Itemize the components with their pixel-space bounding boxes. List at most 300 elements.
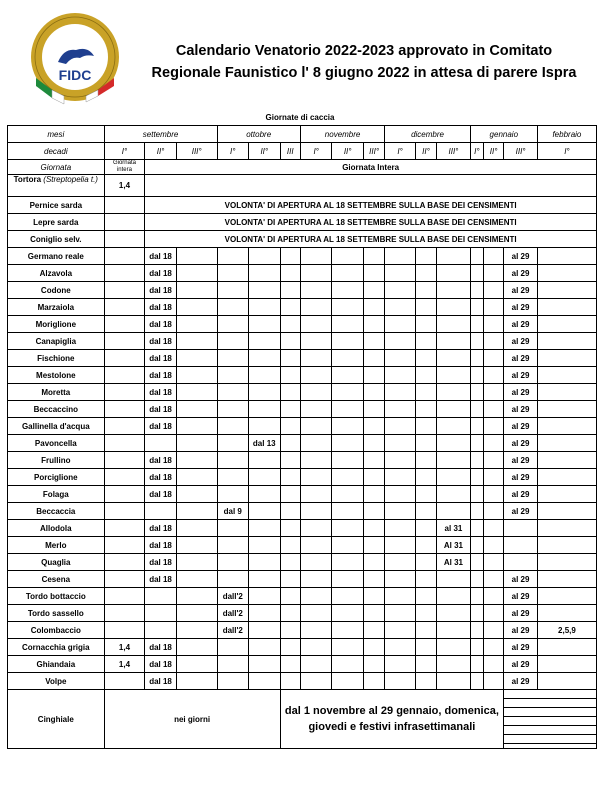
- season-cell: [280, 367, 300, 384]
- season-cell: [504, 537, 538, 554]
- season-cell: [537, 418, 596, 435]
- season-cell: [104, 537, 145, 554]
- season-cell: [332, 503, 364, 520]
- month-january: gennaio: [470, 126, 537, 143]
- season-cell: [145, 503, 177, 520]
- season-cell: [470, 537, 483, 554]
- month-november: novembre: [300, 126, 384, 143]
- season-cell: [363, 350, 384, 367]
- season-cell: [363, 537, 384, 554]
- season-cell: [300, 554, 332, 571]
- season-cell: al 29: [504, 248, 538, 265]
- species-row: [8, 435, 597, 452]
- season-cell: [415, 265, 436, 282]
- season-cell: [217, 571, 249, 588]
- season-cell: [363, 656, 384, 673]
- season-cell: [176, 418, 217, 435]
- season-cell: [415, 520, 436, 537]
- season-cell: [249, 350, 281, 367]
- season-cell: [415, 367, 436, 384]
- season-cell: [483, 299, 503, 316]
- species-row: [8, 571, 597, 588]
- season-cell: [385, 639, 416, 656]
- season-cell: dal 18: [145, 265, 177, 282]
- season-cell: [437, 452, 471, 469]
- season-cell: [104, 520, 145, 537]
- season-cell: [537, 469, 596, 486]
- season-cell: [483, 350, 503, 367]
- species-name: Beccaccino: [8, 401, 105, 418]
- season-cell: [217, 520, 249, 537]
- season-cell: [385, 282, 416, 299]
- season-cell: [483, 248, 503, 265]
- season-cell: [176, 367, 217, 384]
- species-name: Merlo: [8, 537, 105, 554]
- season-cell: [332, 588, 364, 605]
- season-cell: [537, 486, 596, 503]
- species-name: Moretta: [8, 384, 105, 401]
- season-cell: [385, 401, 416, 418]
- decade-cell: III°: [363, 143, 384, 160]
- season-cell: [145, 588, 177, 605]
- season-cell: 2,5,9: [537, 622, 596, 639]
- season-cell: [385, 605, 416, 622]
- season-cell: [280, 248, 300, 265]
- season-cell: al 29: [504, 282, 538, 299]
- season-cell: dal 13: [249, 435, 281, 452]
- season-cell: [249, 656, 281, 673]
- species-row: [8, 384, 597, 401]
- decade-cell: I°: [104, 143, 145, 160]
- season-cell: [470, 605, 483, 622]
- species-row: [8, 401, 597, 418]
- season-cell: [332, 656, 364, 673]
- season-cell: [217, 639, 249, 656]
- months-label: mesi: [8, 126, 105, 143]
- season-cell: [537, 588, 596, 605]
- species-name: Lepre sarda: [8, 214, 105, 231]
- season-cell: [470, 350, 483, 367]
- season-cell: [437, 656, 471, 673]
- season-cell: [249, 333, 281, 350]
- season-cell: [300, 452, 332, 469]
- species-name: Coniglio selv.: [8, 231, 105, 248]
- species-name: Alzavola: [8, 265, 105, 282]
- season-cell: [332, 367, 364, 384]
- season-cell: al 29: [504, 333, 538, 350]
- season-cell: [437, 673, 471, 690]
- season-cell: [176, 316, 217, 333]
- title-line-2: Regionale Faunistico l' 8 giugno 2022 in attesa di parere Ispra: [151, 65, 577, 81]
- season-cell: [470, 656, 483, 673]
- season-cell: [537, 367, 596, 384]
- cinghiale-row: [8, 690, 597, 749]
- season-cell: [217, 656, 249, 673]
- season-cell: [363, 435, 384, 452]
- season-cell: dal 18: [145, 571, 177, 588]
- species-name: Codone: [8, 282, 105, 299]
- season-cell: [176, 503, 217, 520]
- season-cell: [415, 622, 436, 639]
- season-cell: dal 18: [145, 282, 177, 299]
- season-cell: al 29: [504, 435, 538, 452]
- season-cell: [300, 537, 332, 554]
- season-cell: [217, 469, 249, 486]
- season-cell: [104, 367, 145, 384]
- season-cell: [363, 588, 384, 605]
- season-cell: [300, 248, 332, 265]
- cinghiale-text: dal 1 novembre al 29 gennaio, domenica, giovedi e festivi infrasettimanali: [280, 690, 504, 749]
- season-cell: dal 18: [145, 299, 177, 316]
- season-cell: [145, 435, 177, 452]
- season-cell: al 29: [504, 384, 538, 401]
- decade-cell: I°: [300, 143, 332, 160]
- season-cell: [280, 503, 300, 520]
- tortora-row: [8, 175, 597, 197]
- season-cell: [104, 588, 145, 605]
- season-cell: [332, 333, 364, 350]
- season-cell: [249, 503, 281, 520]
- decades-label: decadi: [8, 143, 105, 160]
- season-cell: [300, 486, 332, 503]
- season-cell: [537, 435, 596, 452]
- species-name: Tordo bottaccio: [8, 588, 105, 605]
- season-cell: [483, 588, 503, 605]
- season-cell: [385, 435, 416, 452]
- season-cell: dal 18: [145, 537, 177, 554]
- season-cell: [504, 554, 538, 571]
- season-cell: [483, 537, 503, 554]
- season-cell: [332, 571, 364, 588]
- season-cell: [176, 520, 217, 537]
- season-cell: [363, 622, 384, 639]
- season-cell: [217, 486, 249, 503]
- season-cell: [470, 622, 483, 639]
- season-cell: [104, 605, 145, 622]
- species-name: Ghiandaia: [8, 656, 105, 673]
- season-cell: [483, 333, 503, 350]
- season-cell: 1,4: [104, 656, 145, 673]
- season-cell: [363, 486, 384, 503]
- season-cell: [332, 401, 364, 418]
- season-cell: [176, 673, 217, 690]
- species-row: [8, 520, 597, 537]
- volonta-row: [8, 214, 597, 231]
- season-cell: [415, 452, 436, 469]
- season-cell: [300, 520, 332, 537]
- cinghiale-note: nei giorni: [104, 690, 280, 749]
- season-cell: [437, 503, 471, 520]
- season-cell: [104, 248, 145, 265]
- season-cell: [332, 248, 364, 265]
- season-cell: [145, 605, 177, 622]
- season-cell: [104, 673, 145, 690]
- season-cell: [363, 384, 384, 401]
- season-cell: [280, 333, 300, 350]
- month-october: ottobre: [217, 126, 300, 143]
- season-cell: [249, 571, 281, 588]
- season-cell: [300, 299, 332, 316]
- season-cell: [385, 571, 416, 588]
- season-cell: dal 18: [145, 452, 177, 469]
- season-cell: [217, 248, 249, 265]
- season-cell: [280, 622, 300, 639]
- season-cell: [300, 588, 332, 605]
- season-cell: [437, 401, 471, 418]
- species-name: Tordo sassello: [8, 605, 105, 622]
- season-cell: [249, 673, 281, 690]
- species-row: [8, 622, 597, 639]
- season-cell: [300, 605, 332, 622]
- season-cell: [415, 588, 436, 605]
- season-cell: [104, 435, 145, 452]
- season-cell: [104, 401, 145, 418]
- season-cell: [104, 350, 145, 367]
- decade-cell: II°: [332, 143, 364, 160]
- species-row: [8, 469, 597, 486]
- season-cell: al 29: [504, 469, 538, 486]
- season-cell: [385, 622, 416, 639]
- decades-row: [8, 143, 597, 160]
- season-cell: [300, 656, 332, 673]
- species-name: Allodola: [8, 520, 105, 537]
- season-cell: [332, 605, 364, 622]
- season-cell: [415, 418, 436, 435]
- season-cell: [537, 656, 596, 673]
- season-cell: [104, 384, 145, 401]
- season-cell: [217, 299, 249, 316]
- season-cell: [437, 435, 471, 452]
- season-cell: [415, 656, 436, 673]
- season-cell: dal 18: [145, 469, 177, 486]
- season-cell: [249, 605, 281, 622]
- season-cell: [470, 554, 483, 571]
- season-cell: [176, 622, 217, 639]
- season-cell: [483, 435, 503, 452]
- season-cell: [217, 350, 249, 367]
- decade-cell: II°: [483, 143, 503, 160]
- decade-cell: I°: [537, 143, 596, 160]
- species-name: Porciglione: [8, 469, 105, 486]
- season-cell: [363, 401, 384, 418]
- cinghiale-feb: [504, 690, 597, 749]
- season-cell: [437, 367, 471, 384]
- season-cell: dal 18: [145, 333, 177, 350]
- season-cell: [437, 469, 471, 486]
- season-cell: [483, 418, 503, 435]
- season-cell: dall'2: [217, 588, 249, 605]
- season-cell: [300, 469, 332, 486]
- season-cell: dal 18: [145, 520, 177, 537]
- month-december: dicembre: [385, 126, 470, 143]
- season-cell: Al 31: [437, 537, 471, 554]
- species-row: [8, 503, 597, 520]
- season-cell: [217, 282, 249, 299]
- season-cell: [300, 622, 332, 639]
- season-cell: [280, 486, 300, 503]
- species-name: Germano reale: [8, 248, 105, 265]
- season-cell: [300, 384, 332, 401]
- season-cell: [437, 486, 471, 503]
- decade-cell: I°: [217, 143, 249, 160]
- season-cell: [537, 333, 596, 350]
- decade-cell: II°: [415, 143, 436, 160]
- season-cell: [363, 605, 384, 622]
- season-cell: [280, 316, 300, 333]
- season-cell: dal 18: [145, 248, 177, 265]
- season-cell: [415, 554, 436, 571]
- season-cell: [104, 282, 145, 299]
- species-row: [8, 452, 597, 469]
- season-cell: [217, 367, 249, 384]
- season-cell: [300, 503, 332, 520]
- decade-cell: II°: [249, 143, 281, 160]
- season-cell: [104, 554, 145, 571]
- species-row: [8, 554, 597, 571]
- season-cell: [483, 503, 503, 520]
- season-cell: [249, 520, 281, 537]
- season-cell: [537, 384, 596, 401]
- species-name: Cornacchia grigia: [8, 639, 105, 656]
- season-cell: [470, 367, 483, 384]
- season-cell: al 29: [504, 639, 538, 656]
- season-cell: [104, 333, 145, 350]
- season-cell: [217, 316, 249, 333]
- species-row: [8, 673, 597, 690]
- season-cell: [415, 333, 436, 350]
- season-cell: al 29: [504, 503, 538, 520]
- season-cell: [437, 282, 471, 299]
- season-cell: [470, 316, 483, 333]
- season-cell: [385, 486, 416, 503]
- season-cell: [176, 299, 217, 316]
- season-cell: [385, 350, 416, 367]
- season-cell: [363, 333, 384, 350]
- season-cell: [415, 282, 436, 299]
- season-cell: [217, 554, 249, 571]
- season-cell: [537, 554, 596, 571]
- season-cell: [415, 537, 436, 554]
- season-cell: [415, 639, 436, 656]
- fidc-logo: [22, 12, 128, 106]
- season-cell: [385, 537, 416, 554]
- season-cell: [249, 401, 281, 418]
- season-cell: [470, 469, 483, 486]
- season-cell: al 29: [504, 401, 538, 418]
- season-cell: [470, 384, 483, 401]
- season-cell: [280, 605, 300, 622]
- season-cell: [280, 435, 300, 452]
- season-cell: [300, 418, 332, 435]
- species-row: [8, 656, 597, 673]
- season-cell: [537, 452, 596, 469]
- season-cell: [437, 622, 471, 639]
- season-cell: [217, 333, 249, 350]
- month-september: settembre: [104, 126, 217, 143]
- season-cell: [415, 673, 436, 690]
- season-cell: [415, 316, 436, 333]
- season-cell: [176, 248, 217, 265]
- season-cell: [483, 401, 503, 418]
- season-cell: [537, 673, 596, 690]
- season-cell: [537, 537, 596, 554]
- season-cell: [363, 469, 384, 486]
- volonta-note: VOLONTA' DI APERTURA AL 18 SETTEMBRE SULLA BASE DEI CENSIMENTI: [145, 214, 597, 231]
- species-row: [8, 418, 597, 435]
- season-cell: dal 18: [145, 367, 177, 384]
- season-cell: al 29: [504, 588, 538, 605]
- season-cell: Al 31: [437, 554, 471, 571]
- season-cell: [249, 588, 281, 605]
- season-cell: [332, 435, 364, 452]
- season-cell: [483, 384, 503, 401]
- season-cell: [104, 299, 145, 316]
- season-cell: al 29: [504, 367, 538, 384]
- season-cell: [385, 452, 416, 469]
- season-cell: [363, 520, 384, 537]
- species-name: Volpe: [8, 673, 105, 690]
- season-cell: [415, 350, 436, 367]
- decade-cell: III°: [504, 143, 538, 160]
- season-cell: [483, 639, 503, 656]
- season-cell: dal 18: [145, 656, 177, 673]
- season-cell: [145, 622, 177, 639]
- season-cell: [470, 639, 483, 656]
- season-cell: [537, 401, 596, 418]
- species-name: Canapiglia: [8, 333, 105, 350]
- season-cell: [363, 367, 384, 384]
- season-cell: [363, 503, 384, 520]
- document-title: [140, 40, 588, 84]
- season-cell: [483, 486, 503, 503]
- season-cell: dall'2: [217, 605, 249, 622]
- season-cell: [176, 571, 217, 588]
- season-cell: [483, 571, 503, 588]
- season-cell: [249, 265, 281, 282]
- season-cell: [415, 435, 436, 452]
- season-cell: [415, 299, 436, 316]
- season-cell: [385, 384, 416, 401]
- season-cell: [363, 282, 384, 299]
- season-cell: [249, 554, 281, 571]
- season-cell: [300, 282, 332, 299]
- species-row: [8, 333, 597, 350]
- season-cell: al 29: [504, 452, 538, 469]
- season-cell: al 29: [504, 605, 538, 622]
- species-name: Gallinella d'acqua: [8, 418, 105, 435]
- season-cell: [363, 418, 384, 435]
- species-row: [8, 350, 597, 367]
- season-cell: al 29: [504, 673, 538, 690]
- species-row: [8, 639, 597, 656]
- season-cell: [176, 554, 217, 571]
- season-cell: [415, 486, 436, 503]
- season-cell: [385, 469, 416, 486]
- season-cell: [483, 265, 503, 282]
- season-cell: [483, 282, 503, 299]
- season-cell: [470, 673, 483, 690]
- season-cell: [470, 265, 483, 282]
- season-cell: [300, 316, 332, 333]
- season-cell: [280, 537, 300, 554]
- species-name: Frullino: [8, 452, 105, 469]
- season-cell: [470, 452, 483, 469]
- species-name: Folaga: [8, 486, 105, 503]
- season-cell: [483, 367, 503, 384]
- season-cell: [470, 486, 483, 503]
- season-cell: [415, 503, 436, 520]
- season-cell: [249, 452, 281, 469]
